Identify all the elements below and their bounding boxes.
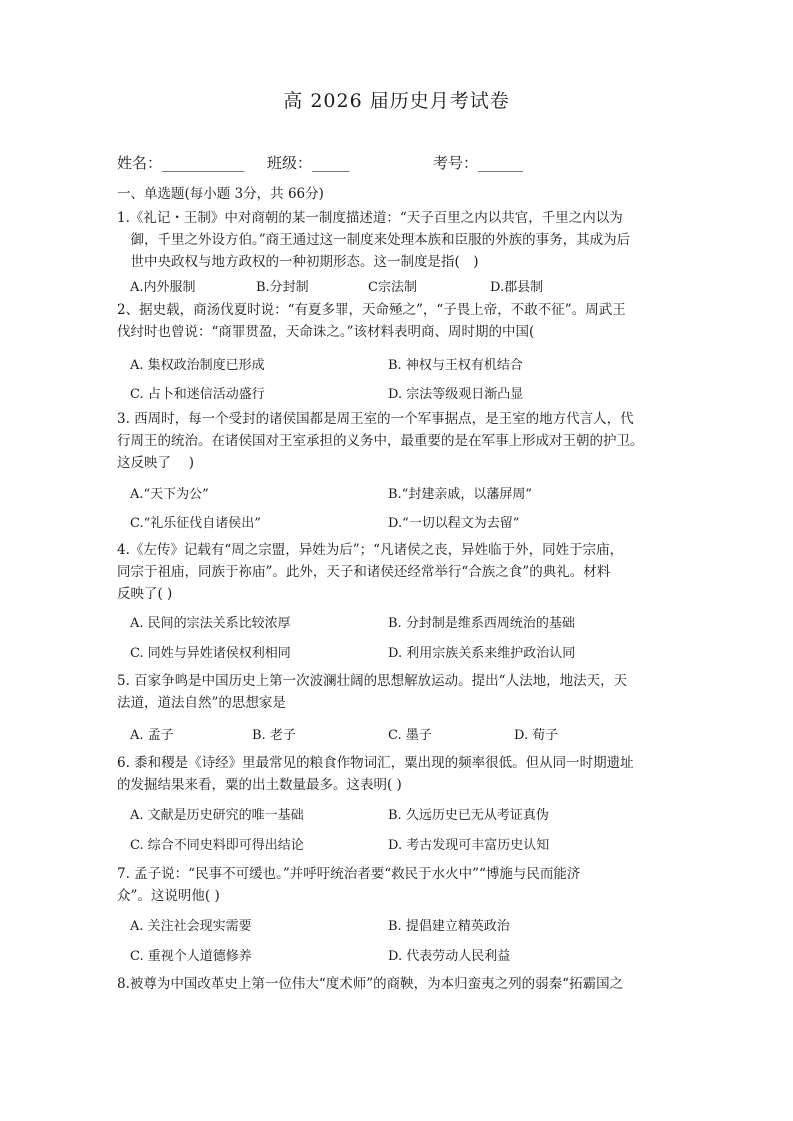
question-line: 7. 孟子说：“民事不可缓也。”并呼吁统治者要“救民于水火中”“博施与民而能济	[117, 866, 581, 882]
question-line: 世中央政权与地方政权的一种初期形态。这一制度是指( )	[117, 254, 479, 270]
option-a: A.内外服制	[130, 280, 196, 295]
question-line: 3. 西周时，每一个受封的诸侯国都是周王室的一个军事据点，是王室的地方代言人，代	[117, 411, 634, 427]
option-a: A. 孟子	[130, 728, 174, 743]
option-c: C. 综合不同史料即可得出结论	[130, 838, 304, 853]
question-line: 5. 百家争鸣是中国历史上第一次波澜壮阔的思想解放运动。提出“人法地，地法天，天	[117, 673, 628, 689]
option-d: D. 宗法等级观日渐凸显	[388, 387, 524, 402]
option-d: D.郡县制	[490, 280, 544, 295]
option-d: D. 代表劳动人民利益	[388, 949, 511, 964]
option-b: B.“封建亲戚，以藩屏周”	[388, 487, 532, 502]
option-c: C. 占卜和迷信活动盛行	[130, 387, 265, 402]
option-c: C宗法制	[368, 280, 417, 295]
option-b: B. 分封制是维系西周统治的基础	[388, 616, 575, 631]
exam-number-field-label: 考号：______	[433, 154, 524, 172]
question-line: 6. 黍和稷是《诗经》里最常见的粮食作物词汇，粟出现的频率很低。但从同一时期遗址	[117, 755, 634, 771]
option-d: D.“一切以程文为去留”	[388, 516, 520, 531]
question-line: 同宗于祖庙，同族于祢庙”。此外，天子和诸侯还经常举行“合族之食”的典礼。材料	[117, 564, 611, 580]
question-5	[117, 670, 677, 714]
option-b: B. 老子	[252, 728, 296, 743]
option-d: D. 利用宗族关系来维护政治认同	[388, 646, 576, 661]
question-line: 1.《礼记・王制》中对商朝的某一制度描述道：“天子百里之内以共官，千里之内以为	[117, 210, 623, 226]
question-line: 法道，道法自然”的思想家是	[117, 695, 286, 711]
question-line: 众”。这说明他( )	[117, 888, 220, 904]
question-line: 的发掘结果来看，粟的出土数量最多。这表明( )	[117, 777, 402, 793]
question-8	[117, 973, 677, 995]
option-a: A. 集权政治制度已形成	[130, 358, 265, 373]
question-line: 这反映了 )	[117, 455, 195, 471]
option-a: A. 民间的宗法关系比较浓厚	[130, 616, 291, 631]
option-d: D. 荀子	[514, 728, 559, 743]
name-field-label: 姓名：___________	[117, 154, 245, 172]
question-line: 御，千里之外设方伯。”商王通过这一制度来处理本族和臣服的外族的事务，其成为后	[117, 232, 631, 248]
question-line: 8.被尊为中国改革史上第一位伟大“度术师”的商鞅，为本归蛮夷之列的弱秦“拓霸国之	[117, 976, 624, 992]
option-a: A. 文献是历史研究的唯一基础	[130, 808, 304, 823]
page-title: 高 2026 届历史月考试卷	[283, 90, 510, 112]
option-a: A. 关注社会现实需要	[130, 919, 252, 934]
question-line: 4.《左传》记载有“周之宗盟，异姓为后”；“凡诸侯之丧，异姓临于外，同姓于宗庙，	[117, 542, 624, 558]
question-line: 2、据史载，商汤伐夏时说：“有夏多罪，天命殛之”，“子畏上帝，不敢不征”。周武王	[117, 302, 626, 318]
option-b: B. 提倡建立精英政治	[388, 919, 510, 934]
class-field-label: 班级：_____	[267, 154, 350, 172]
question-6	[117, 752, 677, 796]
question-line: 反映了( )	[117, 586, 173, 602]
section-heading: 一、单选题(每小题 3分，共 66分)	[117, 186, 324, 202]
option-a: A.“天下为公”	[130, 487, 209, 502]
option-c: C. 同姓与异姓诸侯权利相同	[130, 646, 291, 661]
option-c: C. 墨子	[388, 728, 432, 743]
question-2	[117, 299, 677, 343]
question-1	[117, 207, 677, 273]
question-line: 行周王的统治。在诸侯国对王室承担的义务中，最重要的是在军事上形成对王朝的护卫。	[117, 433, 644, 449]
option-b: B. 神权与王权有机结合	[388, 358, 523, 373]
question-line: 伐纣时也曾说：“商罪贯盈，天命诛之。”该材料表明商、周时期的中国(	[117, 324, 535, 340]
option-b: B.分封制	[256, 280, 309, 295]
question-4	[117, 539, 677, 605]
question-3	[117, 408, 677, 474]
option-c: C.“礼乐征伐自诸侯出”	[130, 516, 261, 531]
option-d: D. 考古发现可丰富历史认知	[388, 838, 550, 853]
question-7	[117, 863, 677, 907]
option-c: C. 重视个人道德修养	[130, 949, 252, 964]
option-b: B. 久远历史已无从考证真伪	[388, 808, 549, 823]
